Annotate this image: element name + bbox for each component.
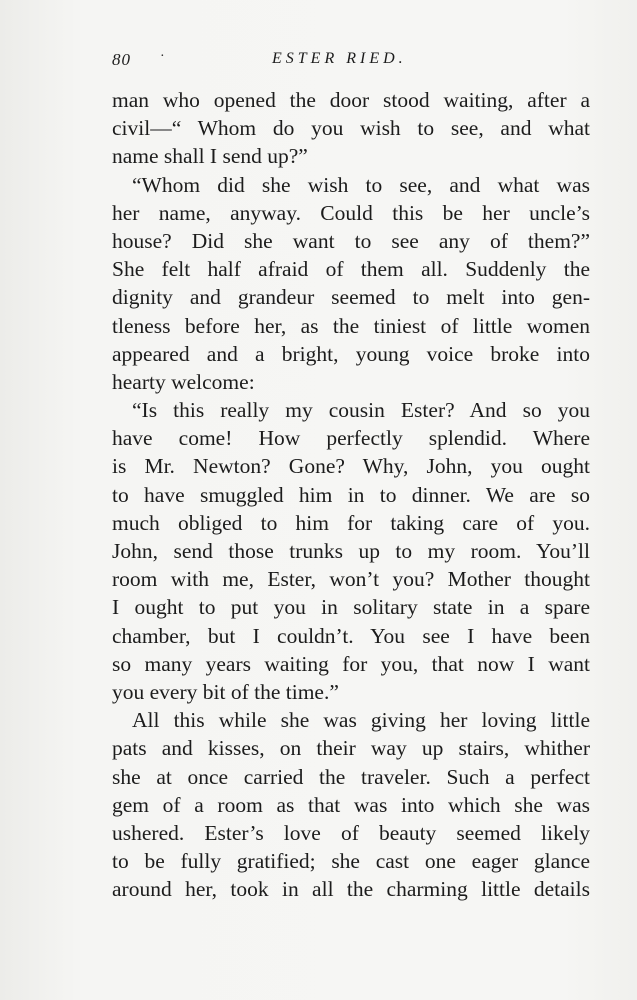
text-line: ushered. Ester’s love of beauty seemed likely — [112, 820, 590, 845]
text-line: house? Did she want to see any of them?” — [112, 228, 590, 253]
text-line: “Whom did she wish to see, and what was — [132, 172, 590, 197]
text-line: to have smuggled him in to dinner. We are so — [112, 482, 590, 507]
page-number: 80 — [112, 50, 131, 69]
text-line: John, send those trunks up to my room. You’ll — [112, 539, 590, 563]
running-head — [112, 50, 590, 72]
text-line: she at once carried the traveler. Such a perfect — [112, 764, 590, 789]
book-title: ESTER RIED. — [272, 50, 407, 67]
text-line: appeared and a bright, young voice broke into — [112, 341, 590, 366]
text-line: pats and kisses, on their way up stairs, whither — [112, 736, 590, 761]
text-line: All this while she was giving her loving little — [132, 708, 590, 733]
text-line: room with me, Ester, won’t you? Mother thought — [112, 567, 590, 592]
text-line: name shall I send up?” — [112, 144, 308, 169]
text-line: I ought to put you in solitary state in a spare — [112, 595, 590, 620]
text-line: man who opened the door stood waiting, after a — [112, 88, 590, 112]
text-line: have come! How perfectly splendid. Where — [112, 426, 590, 451]
text-line: civil—“ Whom do you wish to see, and what — [112, 116, 590, 141]
text-line: to be fully gratified; she cast one eager glance — [112, 849, 590, 874]
text-line: around her, took in all the charming little details — [112, 877, 590, 902]
text-line: She felt half afraid of them all. Suddenly the — [112, 257, 590, 282]
text-line: hearty welcome: — [112, 369, 255, 394]
text-line: dignity and grandeur seemed to melt into gen- — [112, 285, 590, 310]
text-line: you every bit of the time.” — [112, 679, 339, 704]
text-line: gem of a room as that was into which she was — [112, 792, 590, 817]
text-line: her name, anyway. Could this be her uncle’s — [112, 200, 590, 225]
header-separator: · — [160, 49, 165, 64]
text-line: is Mr. Newton? Gone? Why, John, you ought — [112, 454, 590, 479]
text-line: chamber, but I couldn’t. You see I have been — [112, 623, 590, 648]
text-line: so many years waiting for you, that now I want — [112, 651, 590, 676]
text-line: “Is this really my cousin Ester? And so you — [132, 398, 590, 423]
text-line: much obliged to him for taking care of you. — [112, 510, 590, 535]
body-text — [112, 86, 590, 903]
text-line: tleness before her, as the tiniest of little women — [112, 313, 590, 338]
